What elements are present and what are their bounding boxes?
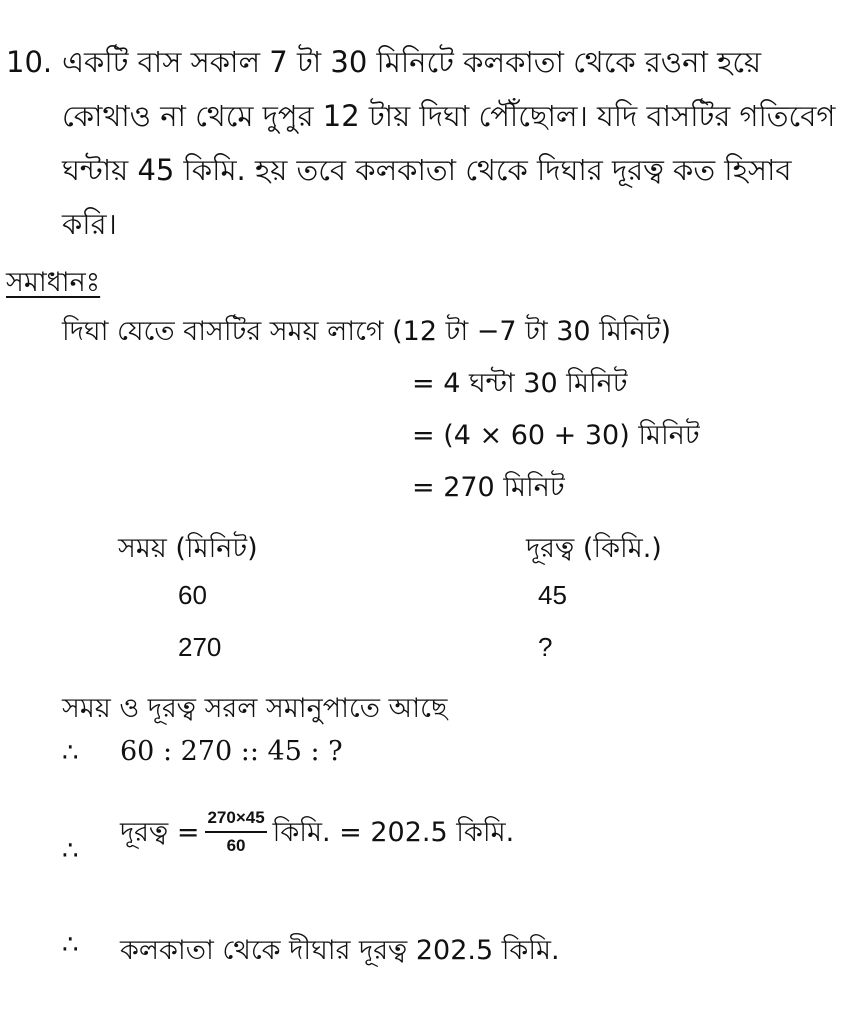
distance-result: কিমি. = 202.5 কিমি. (272, 816, 515, 848)
question-line-2: কোথাও না থেমে দুপুর 12 টায় দিঘা পৌঁছোল। যদি বাসটির গতিবেগ (62, 99, 836, 133)
table-header-time: সময় (মিনিট) (118, 533, 258, 564)
question-number: 10. (6, 45, 53, 79)
distance-label: দূরত্ব = (120, 816, 200, 848)
distance-fraction (205, 808, 266, 856)
ratio-equation: 60 : 270 :: 45 : ? (120, 736, 343, 767)
table-header-distance: দূরত্ব (কিমি.) (526, 533, 662, 564)
therefore-symbol: ∴ (62, 836, 79, 866)
question-line-4: করি। (62, 207, 117, 241)
therefore-symbol: ∴ (62, 738, 79, 768)
step-conversion: = (4 × 60 + 30) মিনিট (412, 420, 700, 451)
fraction-denominator: 60 (226, 836, 246, 855)
proportion-statement: সময় ও দূরত্ব সরল সমানুপাতে আছে (62, 693, 448, 724)
table-cell-time-2: 270 (178, 632, 222, 662)
table-cell-time-1: 60 (178, 580, 207, 610)
fraction-numerator: 270×45 (207, 808, 265, 827)
table-cell-distance-2: ? (538, 632, 553, 662)
step-hours-minutes: = 4 ঘন্টা 30 মিনিট (412, 368, 628, 399)
question-line-1: একটি বাস সকাল 7 টা 30 মিনিটে কলকাতা থেকে রওনা হয়ে (62, 45, 762, 79)
table-cell-distance-1: 45 (538, 580, 567, 610)
distance-equation (120, 808, 514, 856)
solution-heading: সমাধানঃ (6, 267, 101, 298)
question-line-3: ঘন্টায় 45 কিমি. হয় তবে কলকাতা থেকে দিঘার দূরত্ব কত হিসাব (62, 153, 792, 187)
therefore-symbol: ∴ (62, 930, 79, 960)
step-time-taken: দিঘা যেতে বাসটির সময় লাগে (12 টা −7 টা 30 মিনিট) (62, 316, 671, 347)
final-answer: কলকাতা থেকে দীঘার দূরত্ব 202.5 কিমি. (120, 935, 560, 966)
step-total-minutes: = 270 মিনিট (412, 472, 565, 503)
